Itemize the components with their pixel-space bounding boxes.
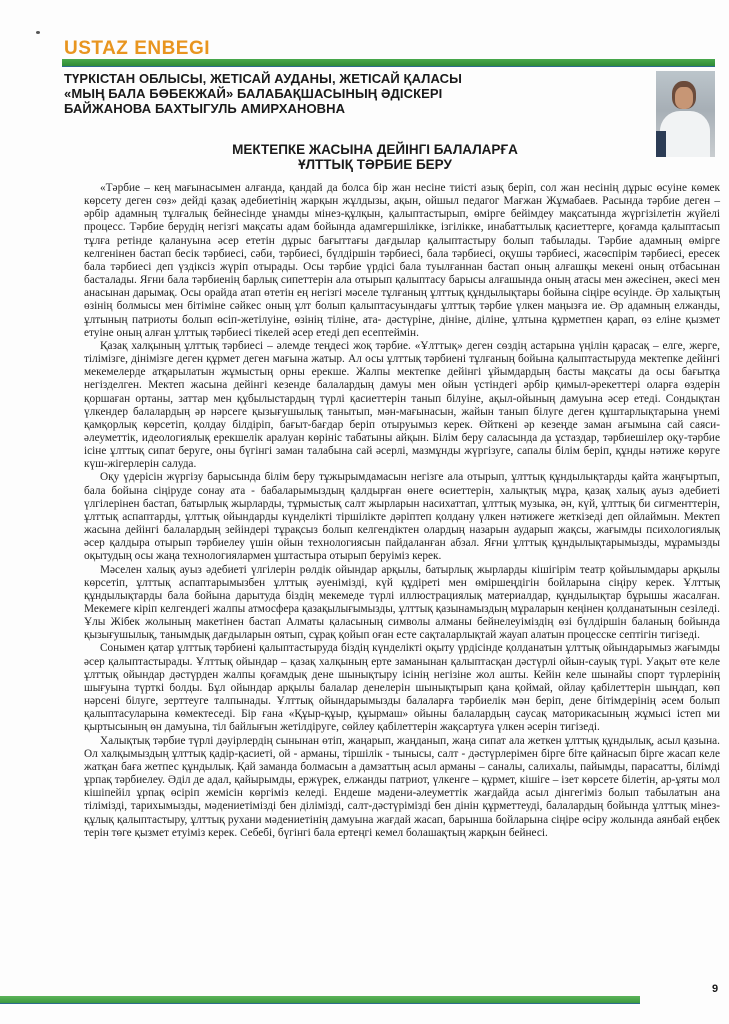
author-line-name: БАЙЖАНОВА БАХТЫГУЛЬ АМИРХАНОВНА [64, 101, 346, 116]
header-blue-line [62, 66, 715, 67]
footer-blue-line [0, 1003, 640, 1004]
author-line-school: «МЫҢ БАЛА БӨБЕКЖАЙ» БАЛАБАҚШАСЫНЫҢ ӘДІСКЕРІ [64, 86, 443, 101]
author-line-region: ТҮРКІСТАН ОБЛЫСЫ, ЖЕТІСАЙ АУДАНЫ, ЖЕТІСАЙ ҚАЛАСЫ [64, 71, 462, 86]
article-paragraph-3: Оқу үдерісін жүргізу барысында білім беру тұжырымдамасын негізге ала отырып, ұлттық құндылықтарды қайта жаңғыртып, бала бойына сіңіруде сонау ата - бабаларымыздың қалдырған өнеге өсиеттерін, халықтық мұра, қазақ халық ауыз әдебиеті үлгілерінен бастап, батырлық жырларды, тұрмыстық салт жырларын насихаттап, ұлттық музыка, ән, күй, ұлттық би сигменттерін, ұлттық аспаптарды, ұлттық ойындарды күнделікті тіршілікте дәріптеп қолдану үлкен нәтижеге жеткізеді деп ойлаймын. Мектеп жасына дейінгі балалардың зейіндері тұрақсыз болып келгендіктен олардың назарын аударып жақсы, жағымды психологиялық әсер қалдыра отырып тәрбиелеу үшін ойын технологиясын пайдаланған абзал. Яғни ұлттық құндылықтарымызды, мұрамызды оқытудың осы жаңа технологиялармен ұштастыра отырып беруіміз керек. [84, 471, 720, 563]
article-paragraph-2: Қазақ халқының ұлттық тәрбиесі – әлемде теңдесі жоқ тәрбие. «Ұлттық» деген сөздің астарына үңілін қарасақ – елге, жерге, тілімізге, дінімізге деген құрмет деген мағына жатыр. Ал осы ұлттық тәрбиені тұлғаның бойына қалыптастыруда мектепке дейінгі мекемелерде атқарылатын жұмыстың орны ерекше. Жалпы мектепке дейінгі ұйымдардың басты мақсаты да осы бағытқа негізделген. Мектеп жасына дейінгі кезенде балалардың дамуы мен ойын үстіндегі әрбір қимыл-әрекеттері оларға өздерін қоршаған ортаны, заттар мен құбылыстардың түрлі қасиеттерін танып білуіне, ақыл-ойының дамуына әсер етеді. Сондықтан үлкендер балалардың әр нәрсеге қызығушылық танытып, мән-мағынасын, жайын танып білуге деген құштарлықтарына үнемі қамқорлық көрсетіп, қолдау білдіріп, бағыт-бағдар беріп отыруымыз керек. Өйткені әр кезеңде заман ағымына сай саяси-әлеуметтік, идеологиялық ерекшелік аралуан көрініс табатыны айқын. Білім беру саласында да ұстаздар, тәрбиешілер оқу-тәрбие ісіне ұлттық сипат беруге, оны бүгінгі заман талабына сай әсерлі, мазмұнды жүргізуге, сапалы білім беріп, құнды нәтиже көруге күш-жігерлерін салуда. [84, 339, 720, 471]
author-block [64, 71, 604, 116]
article-title [175, 142, 575, 172]
article-paragraph-4: Мәселен халық ауыз әдебиеті үлгілерін рөлдік ойындар арқылы, батырлық жырларды кішігірім театр қойылымдары арқылы көрсетіп, ұлттық аспаптарымызбен ұлттық әуенімізді, күй құдіреті мен өміршеңдігін бойларына сіңіру керек. Ұлттық құндылықтарды бала бойына дарытуда біздің мекемеде түрлі иллюстрациялық материалдар, құндылықтар бұрышы жасалған. Мекемеге кіріп келгендегі жалпы атмосфера қазақылығымызды, ұлттық қазынамыздың мұраларын кеңінен қолданатынын сезіледі. Ұлы Жібек жолының макетінен бастап Алматы қаласының символы алманы бейнелеуіміздің өзі бүлдіршін баланың бойында қызығушылық, танымдық дағдыларын оятып, сұрақ қойып оған есте сақталарлықтай жауап алатын процесске септігін тигізеді. [84, 563, 720, 642]
article-body [84, 182, 720, 840]
article-title-line-1: МЕКТЕПКЕ ЖАСЫНА ДЕЙІНГІ БАЛАЛАРҒА [232, 142, 518, 157]
magazine-brand: USTAZ ENBEGI [64, 38, 211, 59]
author-photo [656, 71, 715, 157]
article-paragraph-6: Халықтық тәрбие түрлі дәуірлердің сынынан өтіп, жаңарып, жаңданып, жаңа сипат ала жеткен ұлттық құндылық, асыл қазына. Ол халқымыздың ұлттық қадір-қасиеті, ой - арманы, тіршілік - тынысы, салт - дәстүрлерімен бірге біте қайнасып бірге жасап келе жатқан баға жетпес құндылық. Қай заманда болмасын а дамзаттың асыл арманы – саналы, салихалы, пайымды, парасатты, білімді ұрпақ тәрбиелеу. Әділ де адал, қайырымды, ержүрек, елжанды патриот, үлкенге – құрмет, кішіге – ізет көрсете білетін, ар-ұяты мол кішіпейіл ұрпақ өсіріп жемісін көргіміз келеді. Ендеше мәдени-әлеуметтік жағдайда асыл дінгегіміз болып табылатын ана тілімізді, тарихымызды, мәдениетімізді бен ділімізді, салт-дәстүрімізді бен дінін құрметтеуді, балалардың бойында ұлттық мінез-құлық қалыптастыру, ұлттық рухани мәдениетінің дамуына жағдай жасап, барынша бойларына сіңіре өсіру жолында аянбай еңбек терін төге қызмет етуіміз керек. Себебі, бүгінгі бала ертеңгі кемел болашақтың жарқын бейнесі. [84, 734, 720, 839]
scan-speck [36, 31, 40, 34]
page-number: 9 [712, 983, 719, 995]
footer-green-band [0, 996, 640, 1003]
header-green-band [62, 59, 715, 66]
photo-shirt [660, 111, 710, 157]
article-title-line-2: ҰЛТТЫҚ ТӘРБИЕ БЕРУ [298, 157, 452, 172]
photo-background-object [656, 131, 666, 157]
article-paragraph-5: Сонымен қатар ұлттық тәрбиені қалыптастыруда біздің күнделікті оқыту үрдісінде қолданатын ұлттық ойындарымыз жағымды әсер қалыптастырады. Ұлттық ойындар – қазақ халқының ерте заманынан қалыптасқан дәстүрлі ойын-сауық түрі. Уақыт өте келе ұлттық ойындар дәстүрден жалпы қоғамдық дене шынықтыру ісінің негізіне жол ашты. Кейін келе шынайы спорт түрлерінің шығуына түрткі болды. Бұл ойындар арқылы балалар денелерін шынықтырып қана қоймай, ойлау қабілеттерін шыңдап, көп нәрсені білуге, зерттеуге талпынады. Ұлттық ойындарымызды балаларға тәрбиелік мән беріп, дене бітімдерінің әсем болып қалыптасуларына көмектеседі. Бір ғана «Құыр-құыр, құырмаш» ойыны балалардың саусақ маторикасының жұмысі істеп ми қыртысының өн дамуына, тіл байлығын жетілдіруге, сөйлеу қабілеттерін жақсартуға үлкен әсерін тигізеді. [84, 642, 720, 734]
article-paragraph-1: «Тәрбие – кең мағынасымен алғанда, қандай да болса бір жан несіне тиісті азық беріп, сол жан несінің дұрыс өсуіне көмек көрсету деген сөз» дейді қазақ әдебиетінің жарқын жұлдызы, ақын, ойшыл педагог Мағжан Жұмабаев. Расында тәрбие деген – әрбір адамның тұлғалық бейнесінде ұнамды мінез-құлқын, қалыптастырып, өмірге бейімдеу мақсатында жүргізілетін жүйелі процесс. Тәрбие берудің негізгі мақсаты адам бойында адамгершілікке, ізгілікке, инабаттылық қасиеттерге, қоғамда қалыптасып тұлға ретінде қалануына әсер ететін дұрыс бағыттағы дағдылар қалыптастыру болып табылады. Тәрбие адамның өміргe келгенінен бастап бесік тәрбиесі, сәби, тәрбиесі, бүлдіршін тәрбиесі, бала тәрбиесі, оқушы тәрбиесі, жасөспірім тәрбиесі, ересек бала тәрбиесі деп үздіксіз жүріп отырады. Осы тәрбие үрдісі бала туылғаннан бастап оның алғашқы мекені оның отбасынан басталады. Яғни бала тәрбиенің барлық сипеттерін ала отырып қалыптасу барысы алғашында оның атасы мен әжесінен, әкесі мен анасынан дарымақ. Осы орайда атап өтетін ең негізгі мәселе тұлғаның ұлттық құндылықтары бойына сіңіре өсуінде. Әр халықтың өзінің болмысы мен бітіміне сәйкес оның ұлт болып қалыптасуындағы ұлттық тәрбие үлкен маңызға ие. Әр адамның елжанды, ұлтының патриоты болып өсіп-жетілуіне, өзінің тіліне, ата- дәстүріне, дініне, діліне, ұлтына құрметпен қарап, өз еліне қызмет етуіне оның алған ұлттық тәрбиесі тікелей әсер етеді деп есептеймін. [84, 182, 720, 339]
photo-face [675, 87, 693, 109]
